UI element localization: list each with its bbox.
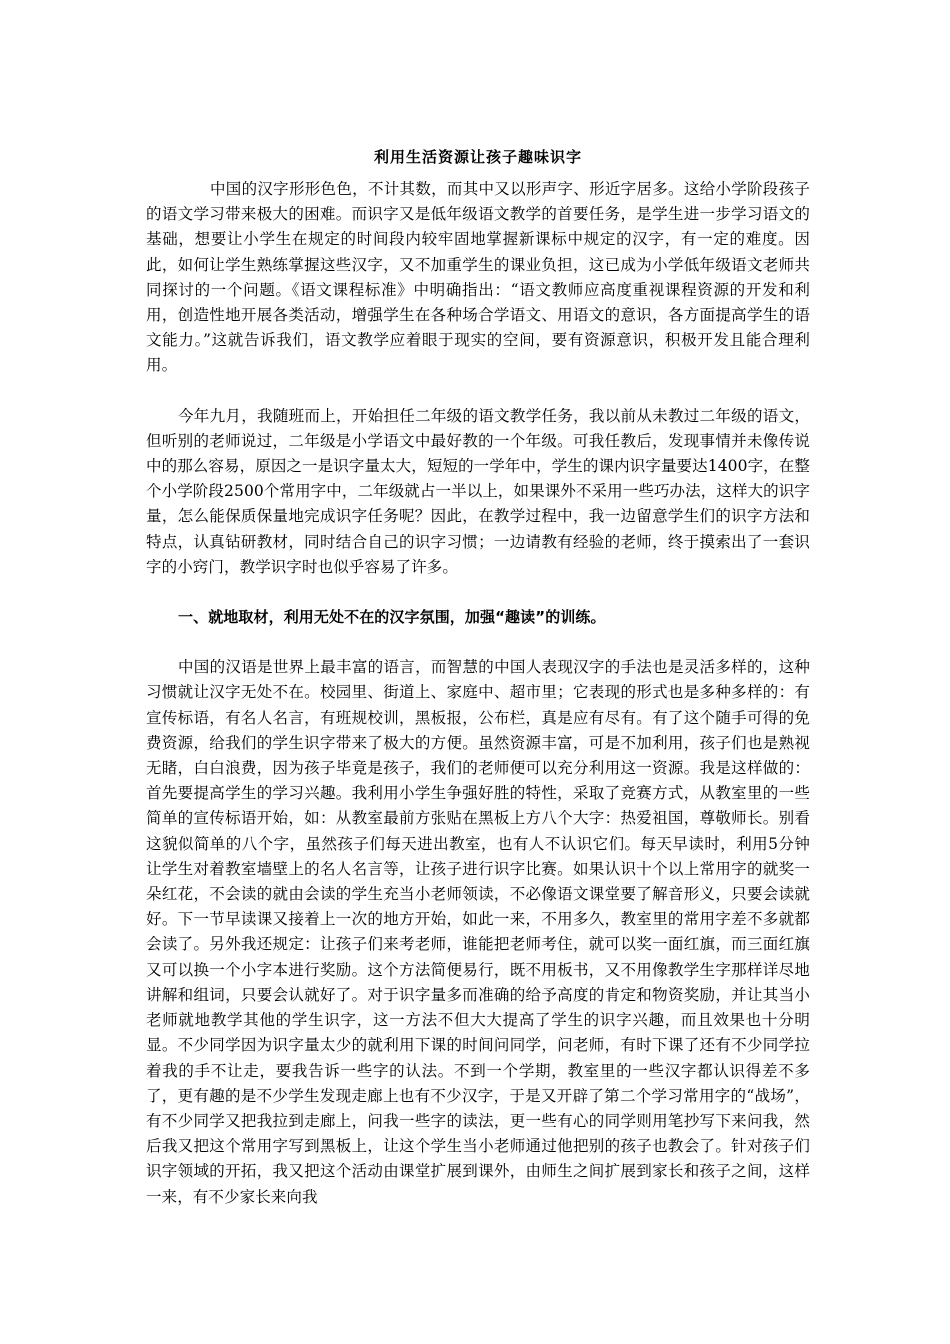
- document-title: 利用生活资源让孩子趣味识字: [373, 148, 582, 166]
- paragraph-section-1: 中国的汉语是世界上最丰富的语言，而智慧的中国人表现汉字的手法也是灵活多样的，这种习惯就让汉字无处不在。校园里、街道上、家庭中、超市里；它表现的形式也是多种多样的：有宣传标语，有名人名言，有班规校训，黑板报，公布栏，真是应有尽有。有了这个随手可得的免费资源，给我们的学生识字带来了极大的方便。虽然资源丰富，可是不加利用，孩子们也是熟视无睹，白白浪费，因为孩子毕竟是孩子，我们的老师便可以充分利用这一资源。我是这样做的：首先要提高学生的学习兴趣。我利用小学生争强好胜的特性，采取了竞赛方式，从教室里的一些简单的宣传标语开始，如：从教室最前方张贴在黑板上方八个大字：热爱祖国，尊敬师长。别看这貌似简单的八个字，虽然孩子们每天进出教室，也有人不认识它们。每天早读时，利用5分钟让学生对着教室墙壁上的名人名言等，让孩子进行识字比赛。如果认识十个以上常用字的就奖一朵红花，不会读的就由会读的学生充当小老师领读，不必像语文课堂要了解音形义，只要会读就好。下一节早读课又接着上一次的地方开始，如此一来，不用多久，教室里的常用字差不多就都会读了。另外我还规定：让孩子们来考老师，谁能把老师考住，就可以奖一面红旗，而三面红旗又可以换一个小字本进行奖励。这个方法简便易行，既不用板书，又不用像教学生字那样详尽地讲解和组词，只要会认就好了。对于识字量多而准确的给予高度的肯定和物资奖励，并让其当小老师就地教学其他的学生识字，这一方法不但大大提高了学生的识字兴趣，而且效果也十分明显。不少同学因为识字量太少的就利用下课的时间问同学，问老师，有时下课了还有不少同学拉着我的手不让走，要我告诉一些字的认法。不到一个学期，教室里的一些汉字都认识得差不多了，更有趣的是不少学生发现走廊上也有不少汉字，于是又开辟了第二个学习常用字的“战场”，有不少同学又把我拉到走廊上，问我一些字的读法，更一些有心的同学则用笔抄写下来问我，然后我又把这个常用字写到黑板上，让这个学生当小老师通过他把别的孩子也教会了。针对孩子们识字领域的开拓，我又把这个活动由课堂扩展到课外，由师生之间扩展到家长和孩子之间，这样一来，有不少家长来向我: [146, 658, 810, 1206]
- document-body: [146, 146, 810, 1210]
- paragraph-spacer: [146, 580, 810, 605]
- paragraph-spacer: [146, 630, 810, 655]
- paragraph-spacer: [146, 379, 810, 404]
- paragraph-intro: 中国的汉字形形色色，不计其数，而其中又以形声字、形近字居多。这给小学阶段孩子的语文学习带来极大的困难。而识字又是低年级语文教学的首要任务，是学生进一步学习语文的基础，想要让小学生在规定的时间段内较牢固地掌握新课标中规定的汉字，有一定的难度。因此，如何让学生熟练掌握这些汉字，又不加重学生的课业负担，这已成为小学低年级语文老师共同探讨的一个问题。《语文课程标准》中明确指出：“语文教师应高度重视课程资源的开发和利用，创造性地开展各类活动，增强学生在各种场合学语文、用语文的意识，各方面提高学生的语文能力。”这就告诉我们，语文教学应着眼于现实的空间，要有资源意识，积极开发且能合理利用。: [146, 180, 810, 375]
- paragraph-background: 今年九月，我随班而上，开始担任二年级的语文教学任务，我以前从未教过二年级的语文，但听别的老师说过，二年级是小学语文中最好教的一个年级。可我任教后，发现事情并未像传说中的那么容易，原因之一是识字量太大，短短的一学年中，学生的课内识字量要达1400字，在整个小学阶段2500个常用字中，二年级就占一半以上，如果课外不采用一些巧办法，这样大的识字量，怎么能保质保量地完成识字任务呢？因此，在教学过程中，我一边留意学生们的识字方法和特点，认真钻研教材，同时结合自己的识字习惯；一边请教有经验的老师，终于摸索出了一套识字的小窍门，教学识字时也似乎容易了许多。: [146, 406, 810, 576]
- section-heading-1: 一、就地取材，利用无处不在的汉字氛围，加强“趣读”的训练。: [178, 608, 606, 627]
